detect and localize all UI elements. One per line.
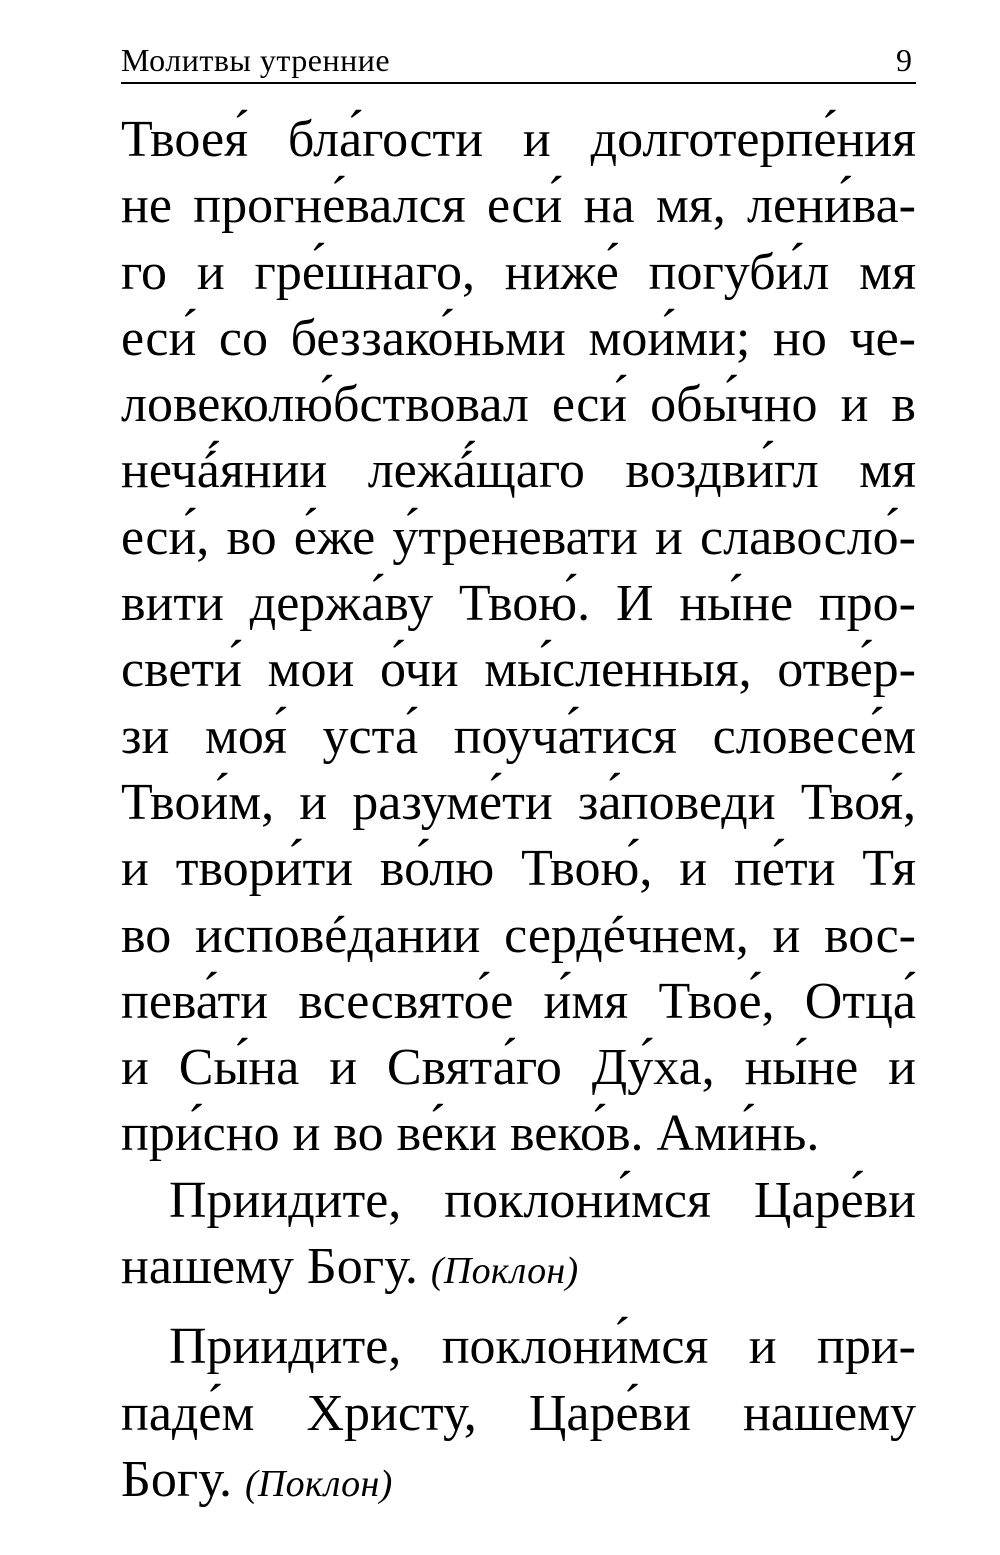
verse-2-line-1: Приидите, поклони́мся и при-: [169, 1318, 916, 1376]
running-title: Молитвы утренние: [121, 42, 391, 78]
text-line: свети́ мои о́чи мы́сленныя, отве́р-: [121, 641, 916, 699]
verse-1-line-2: [121, 1234, 916, 1300]
text-line: не прогне́вался еси́ на мя, лени́ва-: [121, 177, 916, 235]
text-line: нечá́янии лежá́щаго воздви́гл мя: [121, 442, 916, 500]
verse-2-line-2: паде́м Христу, Царе́ви нашему: [121, 1384, 916, 1442]
rubric-bow: (Поклон): [244, 1462, 393, 1505]
text-line: во исповéдании сердéчнем, и вос-: [121, 906, 916, 964]
text-line: Твои́м, и разуме́ти за́поведи Твоя́,: [121, 773, 916, 831]
prayer-text: [121, 107, 916, 1513]
text-line: Твоея́ бла́гости и долготерпе́ния: [121, 111, 916, 168]
running-header: [121, 34, 916, 84]
text-line: и Сы́на и Свята́го Ду́ха, ны́не и: [121, 1039, 916, 1097]
text-line: и твори́ти во́лю Твою́, и пе́ти Тя: [121, 840, 916, 898]
verse-2-text: Богу.: [121, 1450, 232, 1508]
verse-1-text: нашему Богу.: [121, 1238, 418, 1296]
rubric-bow: (Поклон): [430, 1250, 579, 1293]
verse-2-line-3: [121, 1447, 916, 1513]
text-line: вити держа́ву Твою́. И ны́не про-: [121, 575, 916, 633]
text-line: пева́ти всесвято́е и́мя Твое́, Отца́: [121, 972, 916, 1030]
verse-1-line-1: Приидите, поклони́мся Царе́ви: [169, 1171, 916, 1229]
text-line: ловеколю́бствовал еси́ обы́чно и в: [121, 376, 916, 434]
text-line: при́сно и во ве́ки веко́в. Ами́нь.: [121, 1105, 820, 1163]
text-line: го и гре́шнаго, ниже́ погуби́л мя: [121, 243, 916, 301]
page-number: 9: [896, 42, 912, 78]
text-line: зи моя́ уста́ поуча́тися словесе́м: [121, 707, 916, 765]
text-line: еси́, во е́же у́треневати и славосло́-: [121, 508, 916, 566]
text-line: еси́ со беззако́ньми мои́ми; но че-: [121, 309, 916, 367]
